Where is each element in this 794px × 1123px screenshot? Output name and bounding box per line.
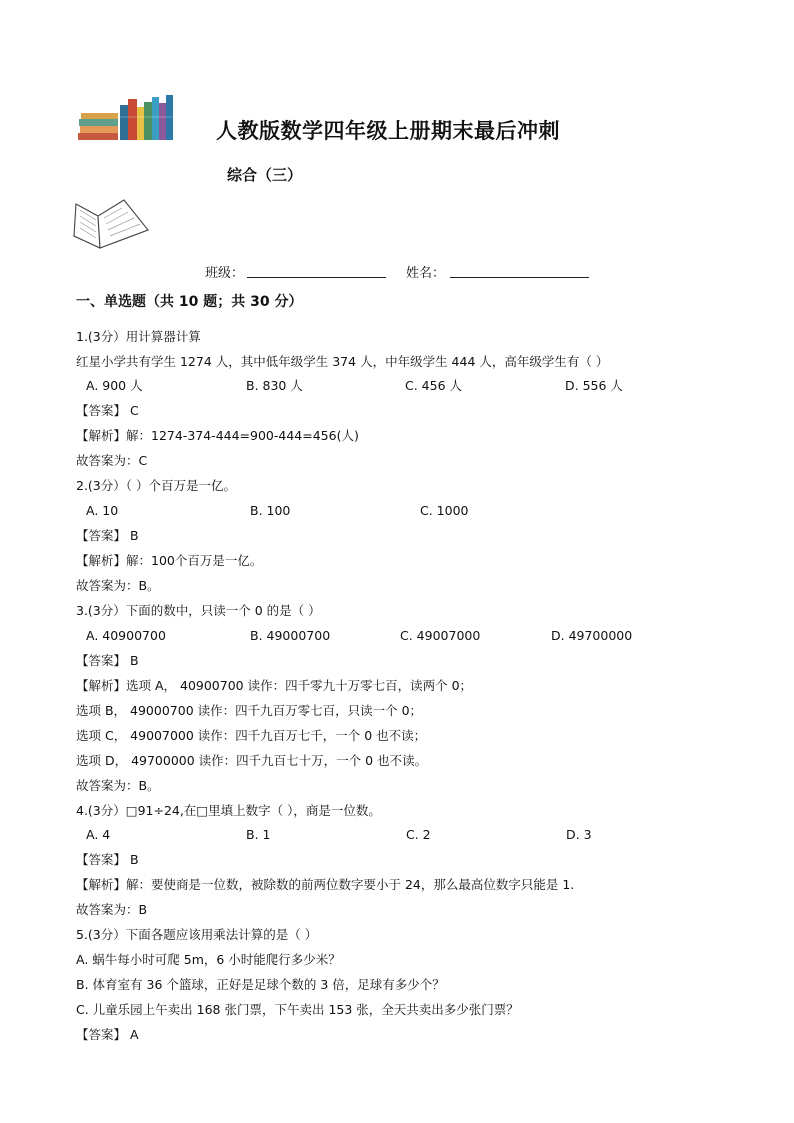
question-2-conclusion: 故答案为：B。 [76,578,160,593]
question-2-answer: 【答案】 B [76,528,139,543]
question-4-option-a: A. 4 [86,827,111,842]
question-3-analysis-c: 选项 C， 49007000 读作：四千九百万七千，一个 0 也不读； [76,728,427,743]
question-3-conclusion: 故答案为：B。 [76,778,160,793]
question-5-answer: 【答案】 A [76,1027,139,1042]
question-3-option-c: C. 49007000 [400,628,481,643]
question-1-option-d: D. 556 人 [565,378,623,393]
question-3-analysis-b: 选项 B， 49000700 读作：四千九百万零七百，只读一个 0； [76,703,423,718]
question-4-conclusion: 故答案为：B [76,902,148,917]
question-5-option-c: C. 儿童乐园上午卖出 168 张门票，下午卖出 153 张，全天共卖出多少张门票？ [76,1002,519,1017]
question-2-option-b: B. 100 [250,503,291,518]
question-3-option-d: D. 49700000 [551,628,633,643]
question-4-analysis: 【解析】解：要使商是一位数，被除数的前两位数字要小于 24，那么最高位数字只能是 1. [76,877,575,892]
question-4-stem: 4.(3分）□91÷24,在□里填上数字（ ），商是一位数。 [76,803,381,818]
question-2-stem: 2.(3分）（ ）个百万是一亿。 [76,478,236,493]
class-label: 班级： [205,266,245,281]
question-3-option-a: A. 40900700 [86,628,166,643]
class-field[interactable] [247,276,386,278]
question-1-answer: 【答案】 C [76,403,139,418]
question-5-option-b: B. 体育室有 36 个篮球，正好是足球个数的 3 倍，足球有多少个？ [76,977,445,992]
name-label: 姓名： [406,266,446,281]
question-1-conclusion: 故答案为：C [76,453,148,468]
question-3-analysis-d: 选项 D， 49700000 读作：四千九百七十万，一个 0 也不读。 [76,753,428,768]
question-1-text: 红星小学共有学生 1274 人，其中低年级学生 374 人，中年级学生 444 人，高年级学生有（ ） [76,354,609,369]
question-2-option-a: A. 10 [86,503,119,518]
question-1-option-a: A. 900 人 [86,378,143,393]
question-3-stem: 3.(3分）下面的数中，只读一个 0 的是（ ） [76,603,321,618]
question-3-answer: 【答案】 B [76,653,139,668]
question-4-option-c: C. 2 [406,827,431,842]
question-2-option-c: C. 1000 [420,503,469,518]
document-title: 人教版数学四年级上册期末最后冲刺 [216,118,560,143]
question-1-option-b: B. 830 人 [246,378,303,393]
question-4-option-d: D. 3 [566,827,592,842]
question-5-option-a: A. 蜗牛每小时可爬 5m，6 小时能爬行多少米？ [76,952,341,967]
section-heading: 一、单选题（共 10 题；共 30 分） [76,294,303,310]
books-stack-image [76,93,176,141]
name-field[interactable] [450,276,589,278]
question-4-option-b: B. 1 [246,827,271,842]
question-1-option-c: C. 456 人 [405,378,463,393]
question-5-stem: 5.(3分）下面各题应该用乘法计算的是（ ） [76,927,318,942]
question-3-analysis-a: 【解析】选项 A， 40900700 读作：四千零九十万零七百，读两个 0； [76,678,473,693]
question-1-stem: 1.(3分）用计算器计算 [76,329,201,344]
question-3-option-b: B. 49000700 [250,628,331,643]
question-2-analysis: 【解析】解：100个百万是一亿。 [76,553,263,568]
document-subtitle: 综合（三） [227,166,303,184]
open-book-image [70,196,152,254]
question-1-analysis: 【解析】解：1274-374-444=900-444=456(人) [76,428,359,443]
question-4-answer: 【答案】 B [76,852,139,867]
